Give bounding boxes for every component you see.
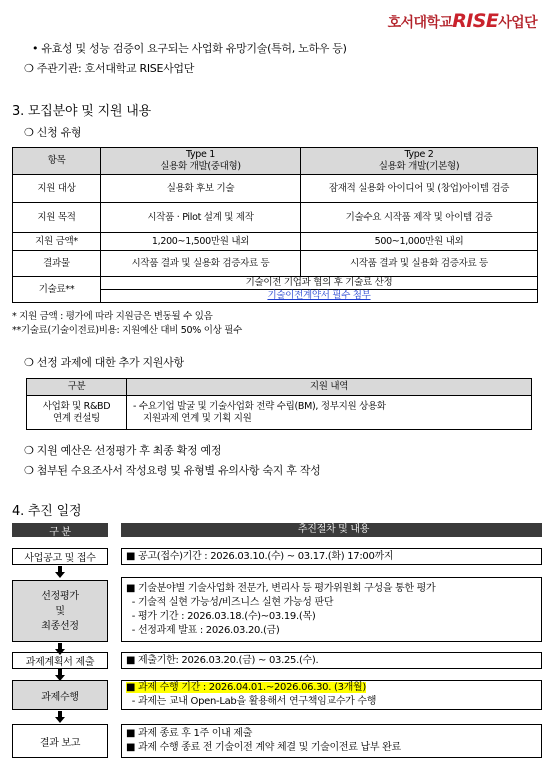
col-item-header: 항목 <box>13 148 101 175</box>
note-2: **기술료(기술이전료)비용: 지원예산 대비 50% 이상 필수 <box>12 325 242 336</box>
sub-heading-types: ❍ 신청 유형 <box>24 126 82 139</box>
fee-line-2: 기술이전계약서 필수 첨부 <box>101 290 538 303</box>
step-content-execution: ■ 과제 수행 기간 : 2026.04.01.~2026.06.30. (3개월) - 과제는 교내 Open-Lab을 활용해서 연구책임교수가 수행 <box>121 680 542 710</box>
row-label: 지원 금액* <box>13 233 101 251</box>
step-label-announcement: 사업공고 및 접수 <box>12 548 108 565</box>
step-label-evaluation: 선정평가 및 최종선정 <box>12 580 108 642</box>
bullet-text: • 유효성 및 성능 검증이 요구되는 사업화 유망기술(특허, 노하우 등) <box>32 42 347 55</box>
step-label-report: 결과 보고 <box>12 724 108 758</box>
type1-cell: 실용화 후보 기술 <box>101 175 301 203</box>
host-line: ❍ 주관기관: 호서대학교 RISE사업단 <box>24 62 195 75</box>
bullet-guide: ❍ 첨부된 수요조사서 작성요령 및 유형별 유의사항 숙지 후 작성 <box>24 464 321 477</box>
application-type-table <box>12 147 538 303</box>
schedule-header-right: 추진절차 및 내용 <box>121 523 542 537</box>
type1-cell: 시작품 결과 및 실용화 검증자료 등 <box>101 251 301 277</box>
row-label: 지원 대상 <box>13 175 101 203</box>
row-detail: - 수요기업 발굴 및 기술사업화 전략 수립(BM), 정부지원 상용화 지원과제 연계 및 기획 지원 <box>127 396 532 430</box>
col-category-header: 구분 <box>27 379 127 396</box>
type2-cell: 기술수요 시작품 제작 및 아이템 검증 <box>301 203 538 233</box>
step-content-report: ■ 과제 종료 후 1주 이내 제출 ■ 과제 수행 종료 전 기술이전 계약 체결 및 기술이전료 납부 완료 <box>121 724 542 758</box>
step-label-plan-submission: 과제계획서 제출 <box>12 652 108 669</box>
bullet-budget: ❍ 지원 예산은 선정평가 후 최종 확정 예정 <box>24 444 222 457</box>
fee-line-1: 기술이전 기업과 협의 후 기술료 산정 <box>101 277 538 290</box>
sub-heading-additional: ❍ 선정 과제에 대한 추가 지원사항 <box>24 356 184 369</box>
row-label-fee: 기술료** <box>13 277 101 303</box>
section-4-title: 4. 추진 일정 <box>12 504 82 519</box>
step-content-evaluation: ■ 기술분야별 기술사업화 전문가, 변리사 등 평가위원회 구성을 통한 평가 - 기술적 실현 가능성/비즈니스 실현 가능성 판단 - 평가 기간 : 2026.03.18.(수)~03.19.(목) - 선정과제 발표 : 2026.03.20.(금) <box>121 577 542 642</box>
type1-cell: 시작품 · Pilot 설계 및 제작 <box>101 203 301 233</box>
row-label: 사업화 및 R&BD 연계 컨설팅 <box>27 396 127 430</box>
step-content-announcement: ■ 공고(접수)기간 : 2026.03.10.(수) ~ 03.17.(화) 17:00까지 <box>121 548 542 565</box>
col-details-header: 지원 내역 <box>127 379 532 396</box>
organization-logo: 호서대학교RISE사업단 <box>387 10 537 32</box>
section-3-title: 3. 모집분야 및 지원 내용 <box>12 104 151 119</box>
note-1: * 지원 금액 : 평가에 따라 지원금은 변동될 수 있음 <box>12 311 213 322</box>
type2-cell: 500~1,000만원 내외 <box>301 233 538 251</box>
type2-cell: 시작품 결과 및 실용화 검증자료 등 <box>301 251 538 277</box>
type1-cell: 1,200~1,500만원 내외 <box>101 233 301 251</box>
step-content-plan-submission: ■ 제출기한: 2026.03.20.(금) ~ 03.25.(수). <box>121 652 542 669</box>
step-label-execution: 과제수행 <box>12 680 108 710</box>
row-label: 결과물 <box>13 251 101 277</box>
down-arrow-icon <box>55 711 65 723</box>
type2-cell: 잠재적 실용화 아이디어 및 (창업)아이템 검증 <box>301 175 538 203</box>
row-label: 지원 목적 <box>13 203 101 233</box>
type1-header: Type 1 실용화 개발(중대형) <box>101 148 301 175</box>
down-arrow-icon <box>55 566 65 578</box>
schedule-header-left: 구 분 <box>12 523 108 537</box>
type2-header: Type 2 실용화 개발(기본형) <box>301 148 538 175</box>
additional-support-table <box>26 378 532 430</box>
